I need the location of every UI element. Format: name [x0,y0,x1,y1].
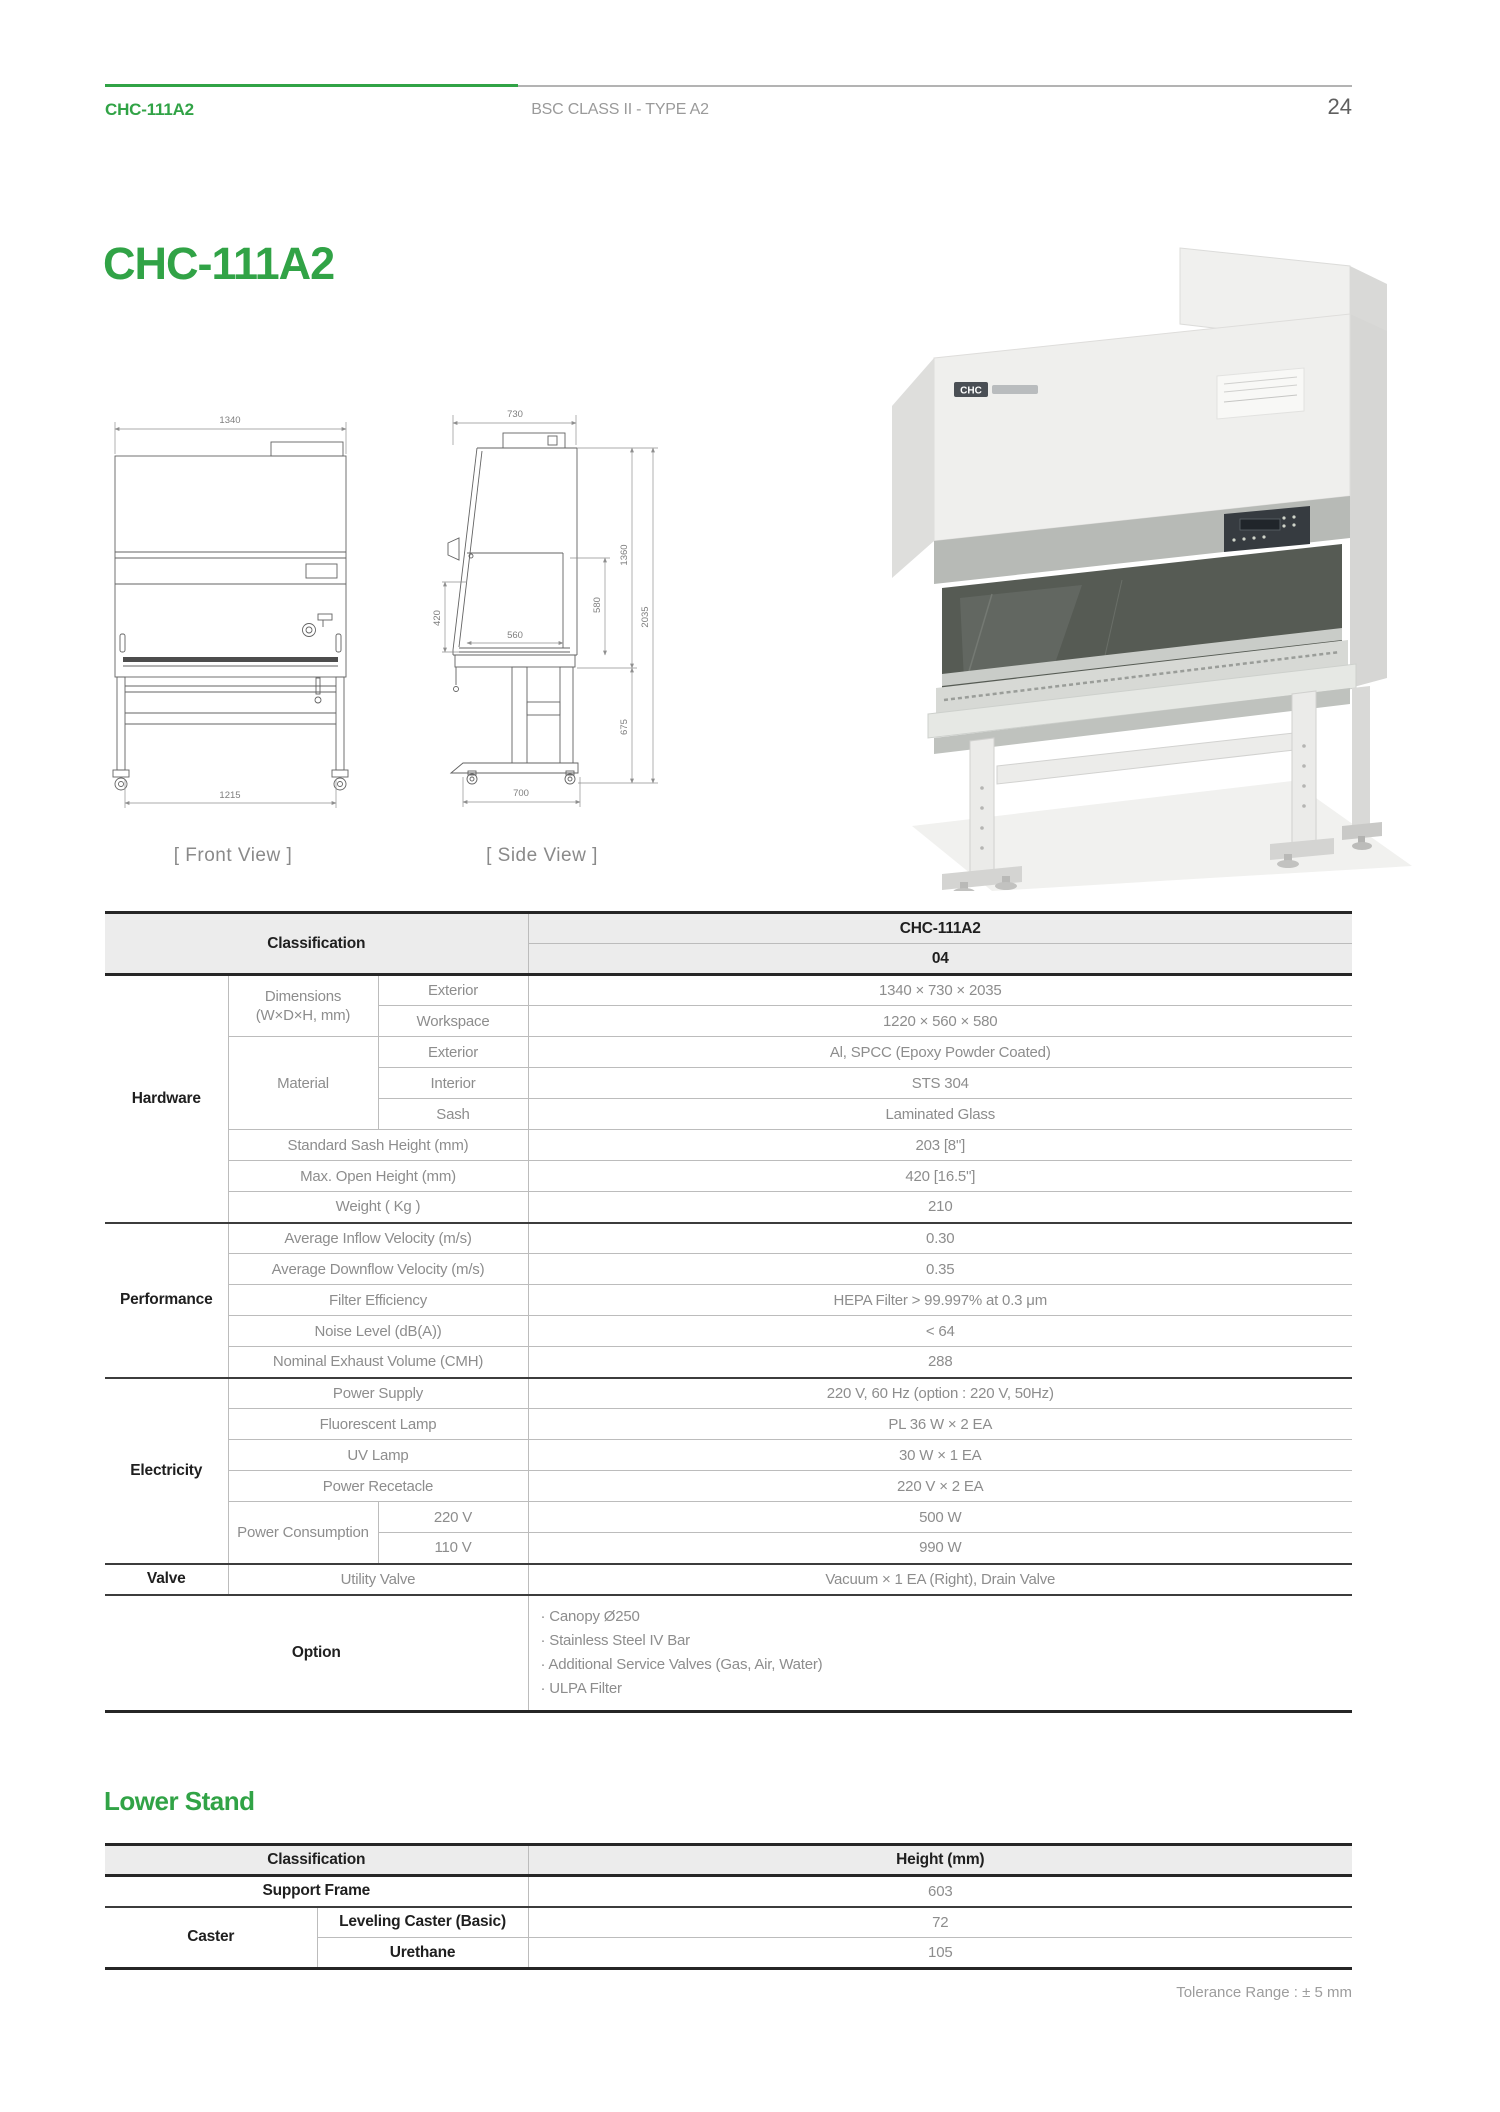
value-dim-workspace: 1220 × 560 × 580 [528,1006,1352,1037]
front-stand-outline [113,677,348,790]
value-leveling-caster: 72 [528,1907,1352,1938]
group-option: Option [105,1595,528,1712]
page-title: CHC-111A2 [103,238,335,289]
label-receptacle: Power Recetacle [228,1471,528,1502]
label-dim-workspace: Workspace [378,1006,528,1037]
lower-stand-heading: Lower Stand [104,1786,255,1816]
label-220v: 220 V [378,1502,528,1533]
table-row [105,1037,1352,1068]
table-row [105,1192,1352,1223]
table-row [105,1409,1352,1440]
label-dimensions-line1: Dimensions [264,988,342,1005]
label-material-interior: Interior [378,1068,528,1099]
value-dim-exterior: 1340 × 730 × 2035 [528,975,1352,1006]
value-220v: 500 W [528,1502,1352,1533]
table-row [105,975,1352,1006]
group-performance: Performance [105,1223,228,1378]
label-inflow: Average Inflow Velocity (m/s) [228,1223,528,1254]
label-leveling-caster: Leveling Caster (Basic) [317,1907,528,1938]
table-row [105,1440,1352,1471]
table-row [105,1907,1352,1938]
label-utility-valve: Utility Valve [228,1564,528,1595]
value-filter: HEPA Filter > 99.997% at 0.3 μm [528,1285,1352,1316]
label-sash-height: Standard Sash Height (mm) [228,1130,528,1161]
table-row [105,1316,1352,1347]
label-uv-lamp: UV Lamp [228,1440,528,1471]
label-fluorescent: Fluorescent Lamp [228,1409,528,1440]
table-row [105,1471,1352,1502]
side-dim-open-height: 420 [432,610,443,626]
table-row [105,913,1352,944]
table-row [105,1347,1352,1378]
front-dim-width: 1340 [219,415,241,426]
label-material-exterior: Exterior [378,1037,528,1068]
value-sash-height: 203 [8"] [528,1130,1352,1161]
spec-header-classification: Classification [105,913,528,975]
value-urethane: 105 [528,1938,1352,1969]
product-photo [872,226,1422,896]
group-hardware: Hardware [105,975,228,1223]
label-material: Material [228,1037,378,1130]
value-noise: < 64 [528,1316,1352,1347]
label-dim-exterior: Exterior [378,975,528,1006]
value-weight: 210 [528,1192,1352,1223]
value-material-exterior: Al, SPCC (Epoxy Powder Coated) [528,1037,1352,1068]
table-row [105,1595,1352,1712]
value-utility-valve: Vacuum × 1 EA (Right), Drain Valve [528,1564,1352,1595]
label-power-consumption: Power Consumption [228,1502,378,1564]
front-cabinet-outline [115,442,346,677]
label-noise: Noise Level (dB(A)) [228,1316,528,1347]
table-row [105,1285,1352,1316]
table-row [105,1254,1352,1285]
value-inflow: 0.30 [528,1223,1352,1254]
side-dim-stand-height: 675 [619,719,630,735]
control-display [1240,519,1280,530]
option-item: · Additional Service Valves (Gas, Air, Water) [540,1655,823,1673]
label-caster: Caster [105,1907,317,1969]
label-filter: Filter Efficiency [228,1285,528,1316]
lower-header-height: Height (mm) [528,1845,1352,1876]
group-valve: Valve [105,1564,228,1595]
table-row [105,1564,1352,1595]
spec-header-model: CHC-111A2 [528,913,1352,944]
value-exhaust: 288 [528,1347,1352,1378]
header-rule-gray [518,85,1352,87]
value-open-height: 420 [16.5"] [528,1161,1352,1192]
header-rule-green [105,84,518,87]
label-open-height: Max. Open Height (mm) [228,1161,528,1192]
table-row [105,1378,1352,1409]
label-dimensions-line2: (W×D×H, mm) [255,1007,351,1024]
option-item: · Stainless Steel IV Bar [540,1631,690,1649]
side-cabinet-outline [448,433,577,655]
side-view-drawing [415,405,715,845]
header-model-code: CHC-111A2 [105,100,194,119]
value-material-interior: STS 304 [528,1068,1352,1099]
front-view-drawing [108,408,368,843]
value-receptacle: 220 V × 2 EA [528,1471,1352,1502]
label-urethane: Urethane [317,1938,528,1969]
table-row [105,1161,1352,1192]
group-electricity: Electricity [105,1378,228,1564]
label-power-supply: Power Supply [228,1378,528,1409]
cabinet-right-side [1350,314,1387,688]
side-stand-outline [451,655,578,784]
value-downflow: 0.35 [528,1254,1352,1285]
side-dim-body-height: 1360 [619,544,630,566]
label-dimensions [228,975,378,1037]
lower-header-classification: Classification [105,1845,528,1876]
spec-table [105,911,1352,1713]
lower-stand-table [105,1843,1352,1970]
value-support-frame: 603 [528,1876,1352,1907]
side-dim-depth: 730 [507,409,523,420]
front-dim-base: 1215 [219,790,241,801]
table-row [105,1130,1352,1161]
label-support-frame: Support Frame [105,1876,528,1907]
value-uv-lamp: 30 W × 1 EA [528,1440,1352,1471]
side-dim-base: 700 [513,788,529,799]
table-row [105,1876,1352,1907]
side-dim-total-height: 2035 [640,606,651,628]
front-view-label: [ Front View ] [173,845,293,866]
table-row [105,1845,1352,1876]
label-exhaust: Nominal Exhaust Volume (CMH) [228,1347,528,1378]
label-downflow: Average Downflow Velocity (m/s) [228,1254,528,1285]
option-item: · Canopy Ø250 [540,1607,640,1625]
value-110v: 990 W [528,1533,1352,1564]
tolerance-note: Tolerance Range : ± 5 mm [1176,1984,1352,2001]
side-dim-work-depth: 560 [507,630,523,641]
spec-header-size: 04 [528,944,1352,975]
front-work-surface [123,657,338,662]
value-power-supply: 220 V, 60 Hz (option : 220 V, 50Hz) [528,1378,1352,1409]
value-options [528,1595,1352,1712]
label-weight: Weight ( Kg ) [228,1192,528,1223]
table-row [105,1502,1352,1533]
header-doc-title: BSC CLASS II - TYPE A2 [531,101,709,118]
side-view-label: [ Side View ] [486,845,598,866]
value-fluorescent: PL 36 W × 2 EA [528,1409,1352,1440]
table-row [105,1223,1352,1254]
front-width-dimension [115,422,346,454]
value-material-sash: Laminated Glass [528,1099,1352,1130]
side-dim-work-height: 580 [592,597,603,613]
page-number: 24 [1327,94,1352,119]
label-material-sash: Sash [378,1099,528,1130]
svg-text:CHC: CHC [960,385,982,397]
option-item: · ULPA Filter [540,1679,622,1697]
label-110v: 110 V [378,1533,528,1564]
